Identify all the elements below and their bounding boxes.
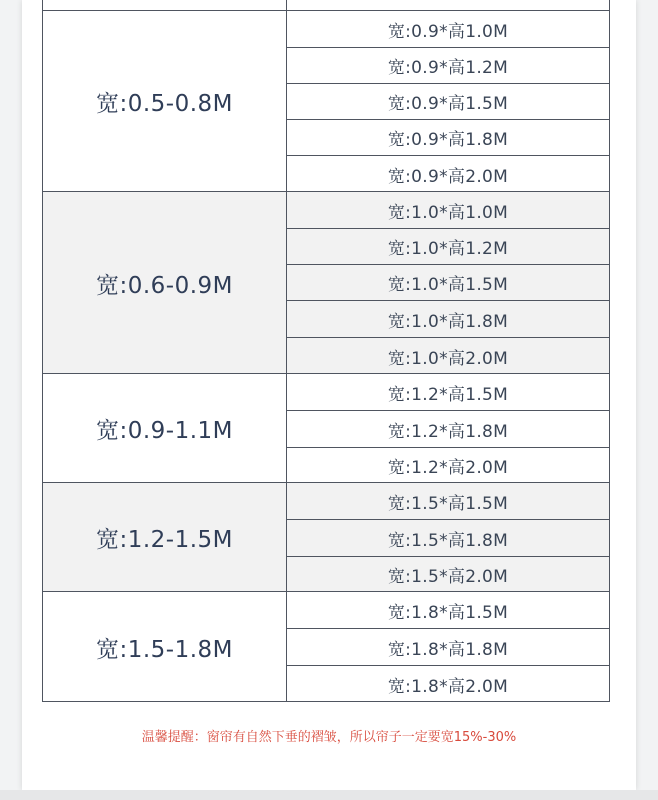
size-group-4: [43, 482, 609, 592]
group-label: 宽:0.6-0.9M: [43, 192, 287, 374]
size-row: 宽:1.0*高1.0M: [387, 202, 509, 223]
size-row: 宽:1.8*高2.0M: [287, 665, 609, 702]
size-row: 宽:0.9*高1.5M: [287, 83, 609, 119]
size-row: 宽:1.8*高1.8M: [287, 628, 609, 665]
table-top-stub: [43, 0, 609, 10]
reminder-note: 温馨提醒：窗帘有自然下垂的褶皱，所以帘子一定要宽15%-30%: [141, 730, 517, 745]
size-row: 宽:1.0*高1.2M: [287, 228, 609, 264]
size-row: 宽:1.2*高1.8M: [287, 410, 609, 447]
size-row: 宽:0.9*高1.2M: [287, 47, 609, 83]
bottom-band: [0, 790, 658, 800]
size-row: 宽:1.5*高2.0M: [287, 556, 609, 592]
group-label: 宽:1.5-1.8M: [43, 592, 287, 702]
size-group-3: [43, 373, 609, 483]
size-group-1: [43, 10, 609, 192]
size-row: 宽:1.2*高1.5M: [387, 384, 509, 405]
group-label: 宽:1.2-1.5M: [43, 483, 287, 592]
size-group-5: [43, 591, 609, 702]
size-row: 宽:0.9*高1.8M: [287, 119, 609, 155]
size-row: 宽:1.0*高1.5M: [287, 264, 609, 300]
group-label: 宽:0.9-1.1M: [43, 374, 287, 483]
size-row: 宽:1.5*高1.8M: [287, 519, 609, 556]
size-row: 宽:1.0*高1.8M: [287, 300, 609, 337]
size-row: 宽:1.8*高1.5M: [387, 602, 509, 623]
size-row: 宽:1.5*高1.5M: [387, 493, 509, 514]
size-table: [42, 0, 610, 702]
group-label: 宽:0.5-0.8M: [43, 11, 287, 192]
size-row: 宽:0.9*高1.0M: [387, 21, 509, 42]
size-row: 宽:0.9*高2.0M: [287, 155, 609, 192]
size-group-2: [43, 191, 609, 374]
size-row: 宽:1.0*高2.0M: [287, 337, 609, 374]
size-row: 宽:1.2*高2.0M: [287, 447, 609, 483]
